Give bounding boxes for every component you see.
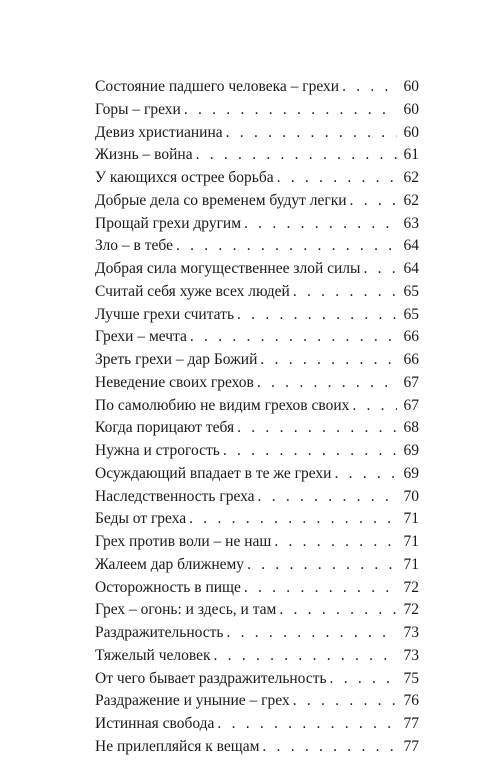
dot-leader [334,463,397,486]
toc-entry-title: Грехи – мечта [95,328,187,346]
toc-entry-title: Состояние падшего человека – грехи [95,78,340,95]
toc-entry-page-number: 70 [403,487,419,505]
dot-leader [293,690,397,713]
dot-leader [244,213,397,236]
dot-leader [279,599,397,622]
toc-entry-title: Добрая сила могущественнее злой силы [95,260,361,277]
toc-entry-title: Осуждающий впадает в те же грехи [95,464,332,482]
dot-leader [342,76,397,99]
toc-entry-title: Нужна и строгость [95,442,220,459]
toc-entry-page-number: 66 [403,351,419,368]
dot-leader [226,122,397,145]
dot-leader [223,440,397,463]
toc-entry-page-number: 76 [403,692,419,710]
toc-entry-title: Прощай грехи другим [95,214,242,232]
toc-entry [95,76,419,99]
dot-leader [189,508,397,531]
dot-leader [352,395,397,418]
toc-entry-title: От чего бывает раздражительность [95,669,327,687]
dot-leader [226,622,397,645]
dot-leader [237,304,397,327]
toc-entry [95,622,419,645]
toc-entry [95,213,419,236]
toc-entry-page-number: 60 [403,78,419,95]
dot-leader [244,577,397,600]
toc-entry-page-number: 64 [403,237,419,255]
dot-leader [330,668,397,691]
toc-entry-page-number: 72 [403,601,419,619]
toc-entry [95,144,419,167]
dot-leader [293,281,397,304]
toc-entry-page-number: 67 [403,396,419,414]
toc-entry-page-number: 75 [403,669,419,687]
toc-entry-title: Лучше грехи считать [95,305,235,323]
toc-entry [95,440,419,463]
dot-leader [217,713,397,736]
toc-entry-title: Грех против воли – не наш [95,533,272,550]
toc-entry [95,304,419,327]
dot-leader [184,99,397,122]
toc-entry-page-number: 61 [403,146,419,164]
dot-leader [214,645,397,668]
toc-entry [95,713,419,736]
toc-entry-page-number: 62 [403,169,419,186]
toc-entry-title: Осторожность в пище [95,578,241,596]
dot-leader [257,372,397,395]
toc-entry [95,326,419,349]
toc-entry-title: Горы – грехи [95,100,181,118]
toc-entry-page-number: 69 [403,442,419,459]
dot-leader [363,258,397,281]
toc-entry-page-number: 71 [403,533,419,550]
toc-entry [95,417,419,440]
toc-entry-title: Зло – в тебе [95,237,173,255]
toc-entry [95,508,419,531]
toc-entry-title: Тяжелый человек [95,646,211,664]
toc-entry-title: Наследственность греха [95,487,255,505]
toc-entry-page-number: 62 [403,191,419,209]
dot-leader [190,326,397,349]
toc-entry-page-number: 77 [403,715,419,732]
dot-leader [247,554,397,577]
toc-entry [95,577,419,600]
toc-entry [95,372,419,395]
toc-entry-page-number: 60 [403,123,419,141]
dot-leader [237,417,397,440]
toc-entry [95,599,419,622]
toc-entry-title: Не прилепляйся к вещам [95,737,260,755]
toc-entry-title: Беды от греха [95,510,187,528]
dot-leader [196,144,397,167]
toc-entry-page-number: 71 [403,555,419,573]
toc-entry-title: Зреть грехи – дар Божий [95,351,258,368]
toc-entry-page-number: 72 [403,578,419,596]
toc-entry [95,122,419,145]
dot-leader [258,486,397,509]
toc-entry-title: Грех – огонь: и здесь, и там [95,601,277,619]
toc-entry-title: У кающихся острее борьба [95,169,274,186]
toc-entry [95,463,419,486]
toc-entry [95,531,419,554]
dot-leader [277,167,397,190]
toc-entry [95,258,419,281]
toc-entry [95,645,419,668]
dot-leader [274,531,397,554]
toc-entry-page-number: 67 [403,373,419,391]
toc-entry-page-number: 64 [403,260,419,277]
toc-entry-title: По самолюбию не видим грехов своих [95,396,350,414]
toc-entry [95,736,419,759]
dot-leader [176,235,397,258]
toc-entry-page-number: 60 [403,100,419,118]
toc-entry-title: Добрые дела со временем будут легки [95,191,347,209]
dot-leader [350,190,397,213]
toc-entry-title: Истинная свобода [95,715,215,732]
toc-entry-title: Жалеем дар ближнему [95,555,245,573]
toc-entry [95,99,419,122]
toc-entry-page-number: 73 [403,624,419,641]
dot-leader [262,736,397,759]
toc-entry-page-number: 65 [403,282,419,300]
toc-entry [95,554,419,577]
toc-entry-title: Раздражение и уныние – грех [95,692,290,710]
toc-entry [95,486,419,509]
toc-entry [95,167,419,190]
dot-leader [260,349,397,372]
toc-entry-page-number: 73 [403,646,419,664]
toc-entry [95,395,419,418]
toc-entry [95,190,419,213]
toc-entry-title: Неведение своих грехов [95,373,254,391]
toc-entry [95,349,419,372]
toc-entry [95,235,419,258]
toc-entry-title: Девиз христианина [95,123,223,141]
toc-entry-page-number: 69 [403,464,419,482]
toc-entry-page-number: 68 [403,419,419,437]
toc-entry-title: Считай себя хуже всех людей [95,282,290,300]
toc-entry-page-number: 71 [403,510,419,528]
toc-entry [95,668,419,691]
table-of-contents [95,76,419,759]
toc-entry-title: Раздражительность [95,624,224,641]
toc-entry [95,281,419,304]
toc-entry-page-number: 65 [403,305,419,323]
toc-entry-page-number: 77 [403,737,419,755]
toc-entry-page-number: 63 [403,214,419,232]
toc-entry [95,690,419,713]
toc-entry-title: Когда порицают тебя [95,419,235,437]
toc-entry-page-number: 66 [403,328,419,346]
toc-entry-title: Жизнь – война [95,146,193,164]
